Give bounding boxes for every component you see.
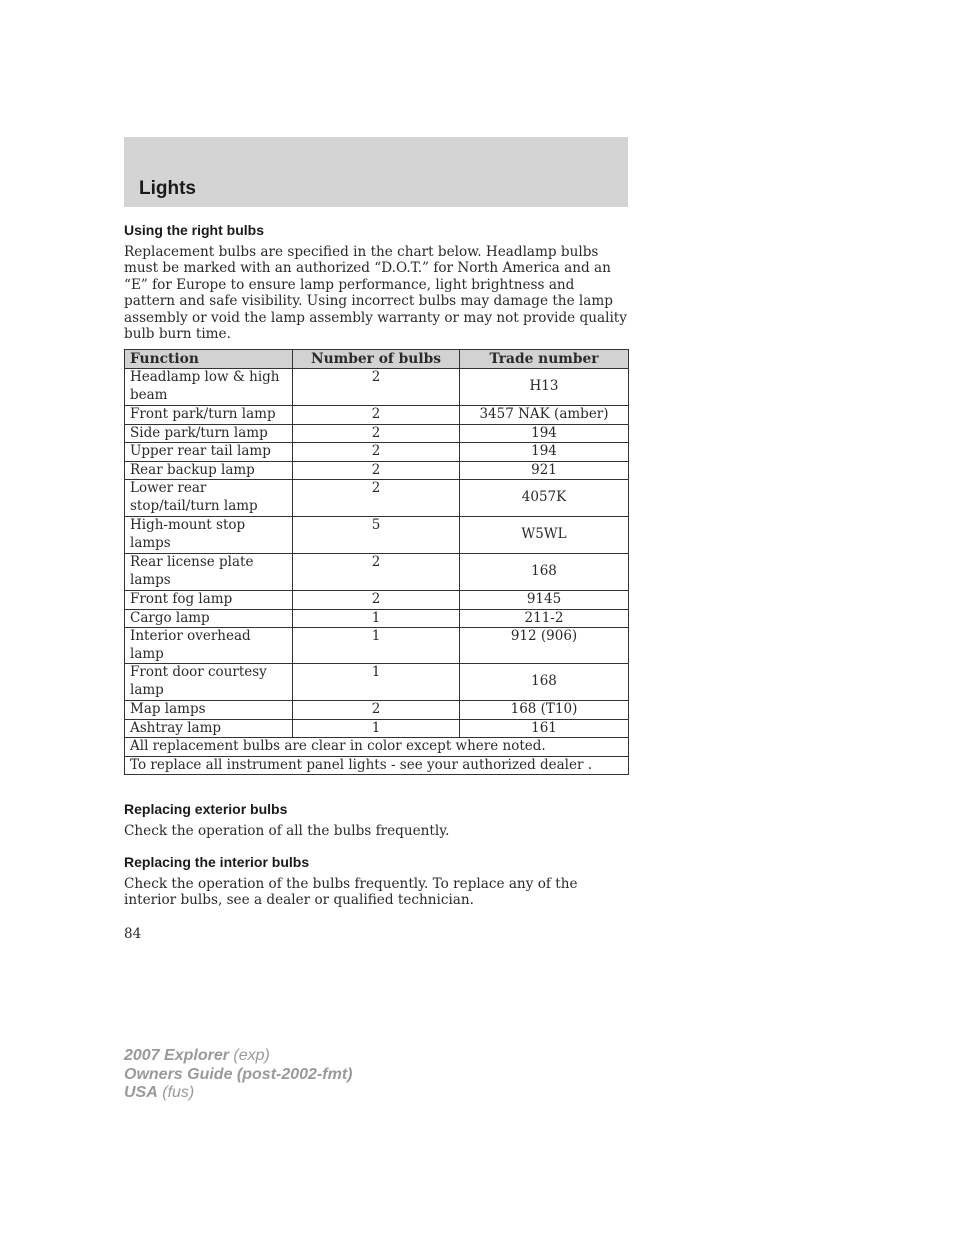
column-header-count: Number of bulbs xyxy=(293,350,460,369)
bulb-table xyxy=(124,349,629,775)
cell-function: High-mount stop lamps xyxy=(125,517,293,554)
section-right-bulbs xyxy=(124,222,628,342)
cell-count: 2 xyxy=(293,554,460,591)
cell-function: Front park/turn lamp xyxy=(125,406,293,425)
cell-trade: H13 xyxy=(460,369,629,406)
section-body: Check the operation of all the bulbs frequently. xyxy=(124,823,450,839)
table-row xyxy=(125,443,629,462)
table-row xyxy=(125,554,629,591)
footer-line-1 xyxy=(124,1047,352,1066)
cell-count: 2 xyxy=(293,443,460,462)
footer-market: USA xyxy=(124,1084,158,1101)
cell-count: 1 xyxy=(293,628,460,664)
document-footer xyxy=(124,1047,352,1103)
section-heading: Replacing exterior bulbs xyxy=(124,801,288,817)
cell-count: 5 xyxy=(293,517,460,554)
footer-market-code: (fus) xyxy=(162,1084,195,1101)
table-row xyxy=(125,406,629,425)
cell-function: Map lamps xyxy=(125,701,293,720)
cell-trade: 9145 xyxy=(460,591,629,610)
cell-count: 2 xyxy=(293,424,460,443)
table-header-row xyxy=(125,350,629,369)
table-row xyxy=(125,719,629,738)
cell-function: Lower rear stop/tail/turn lamp xyxy=(125,480,293,517)
cell-function: Front fog lamp xyxy=(125,591,293,610)
table-row xyxy=(125,369,629,406)
section-heading: Using the right bulbs xyxy=(124,222,264,238)
footer-guide: Owners Guide (post-2002-fmt) xyxy=(124,1065,353,1083)
cell-function: Headlamp low & high beam xyxy=(125,369,293,406)
cell-trade: W5WL xyxy=(460,517,629,554)
table-row xyxy=(125,424,629,443)
cell-trade: 168 xyxy=(460,554,629,591)
table-row xyxy=(125,701,629,720)
cell-function: Interior overhead lamp xyxy=(125,628,293,664)
cell-trade: 3457 NAK (amber) xyxy=(460,406,629,425)
cell-trade: 194 xyxy=(460,443,629,462)
cell-count: 2 xyxy=(293,701,460,720)
table-note-row xyxy=(125,738,629,757)
cell-count: 2 xyxy=(293,369,460,406)
bulb-table-wrapper xyxy=(124,349,628,775)
footer-model-code: (exp) xyxy=(233,1047,270,1064)
page-number: 84 xyxy=(124,926,142,942)
table-row xyxy=(125,628,629,664)
cell-count: 2 xyxy=(293,406,460,425)
table-note: All replacement bulbs are clear in color except where noted. xyxy=(125,738,629,757)
cell-count: 2 xyxy=(293,461,460,480)
table-row xyxy=(125,664,629,701)
footer-line-2 xyxy=(124,1066,352,1085)
cell-trade: 4057K xyxy=(460,480,629,517)
cell-count: 2 xyxy=(293,480,460,517)
cell-count: 1 xyxy=(293,664,460,701)
table-row xyxy=(125,517,629,554)
section-interior-bulbs xyxy=(124,854,628,909)
cell-trade: 168 xyxy=(460,664,629,701)
table-row xyxy=(125,609,629,628)
section-body: Check the operation of the bulbs frequently. To replace any of the interior bulbs, see a dealer or qualified technician. xyxy=(124,876,578,909)
cell-count: 1 xyxy=(293,609,460,628)
cell-trade: 921 xyxy=(460,461,629,480)
table-row xyxy=(125,591,629,610)
cell-trade: 194 xyxy=(460,424,629,443)
column-header-trade: Trade number xyxy=(460,350,629,369)
cell-function: Side park/turn lamp xyxy=(125,424,293,443)
table-row xyxy=(125,461,629,480)
table-row xyxy=(125,480,629,517)
footer-model: 2007 Explorer xyxy=(124,1047,229,1064)
cell-trade: 912 (906) xyxy=(460,628,629,664)
page-title: Lights xyxy=(139,178,196,199)
cell-function: Rear license plate lamps xyxy=(125,554,293,591)
column-header-function: Function xyxy=(125,350,293,369)
cell-function: Cargo lamp xyxy=(125,609,293,628)
cell-trade: 211-2 xyxy=(460,609,629,628)
table-note-row xyxy=(125,756,629,775)
section-exterior-bulbs xyxy=(124,801,628,839)
cell-function: Front door courtesy lamp xyxy=(125,664,293,701)
cell-function: Rear backup lamp xyxy=(125,461,293,480)
table-note: To replace all instrument panel lights - see your authorized dealer . xyxy=(125,756,629,775)
cell-trade: 168 (T10) xyxy=(460,701,629,720)
cell-function: Ashtray lamp xyxy=(125,719,293,738)
cell-function: Upper rear tail lamp xyxy=(125,443,293,462)
table-body xyxy=(125,369,629,738)
footer-line-3 xyxy=(124,1084,352,1103)
section-body: Replacement bulbs are specified in the chart below. Headlamp bulbs must be marked with an authorized “D.O.T.” for North America and an “E” for Europe to ensure lamp performance, light brightness and pattern and safe visibility. Using incorrect bulbs may damage the lamp assembly or void the lamp assembly warranty or may not provide quality bulb burn time. xyxy=(124,244,627,343)
section-heading: Replacing the interior bulbs xyxy=(124,854,310,870)
section-header-band xyxy=(124,137,628,207)
cell-count: 2 xyxy=(293,591,460,610)
cell-trade: 161 xyxy=(460,719,629,738)
cell-count: 1 xyxy=(293,719,460,738)
